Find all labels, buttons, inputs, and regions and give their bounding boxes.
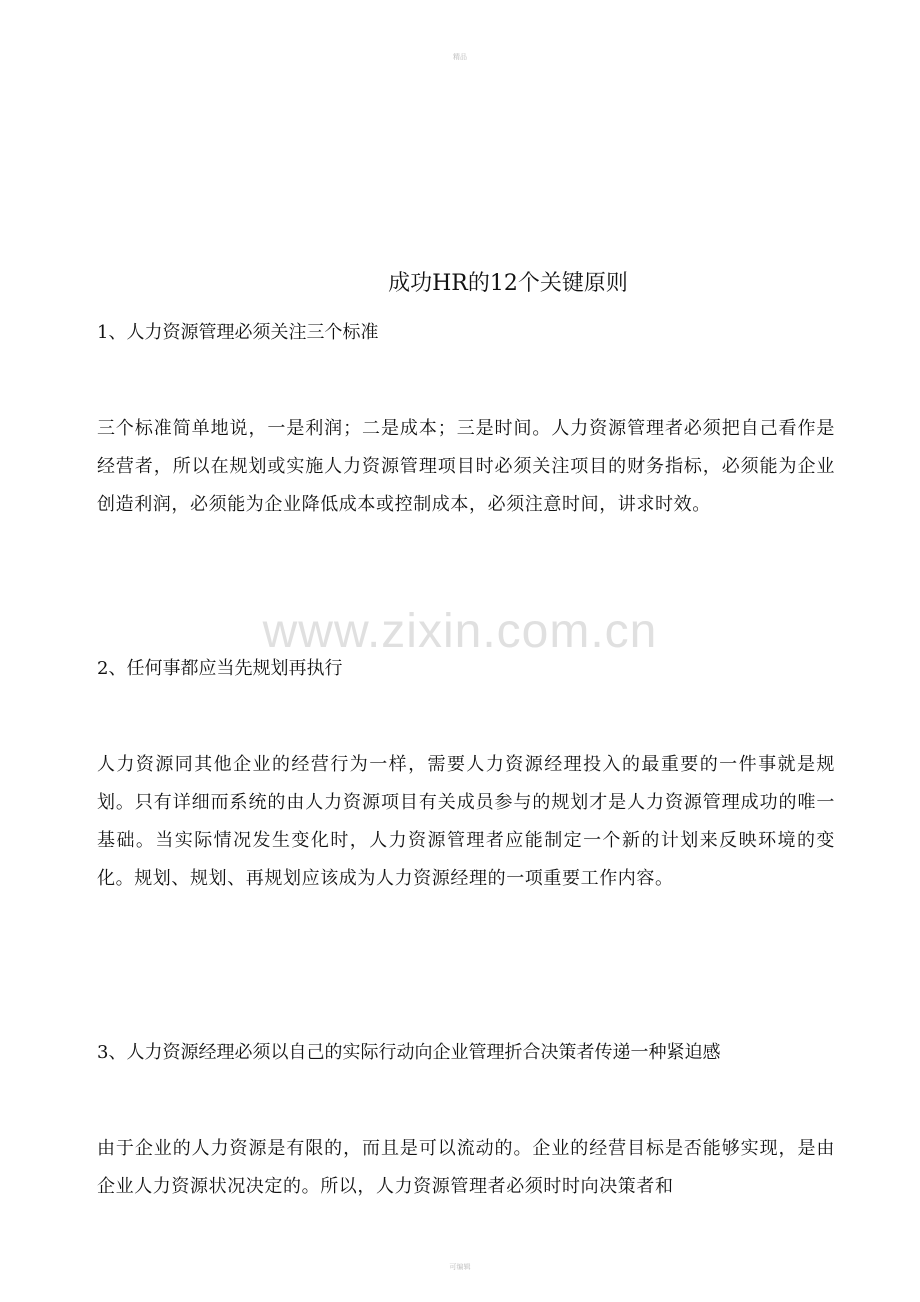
section-2-body: 人力资源同其他企业的经营行为一样，需要人力资源经理投入的最重要的一件事就是规划。只有详细而系统的由人力资源项目有关成员参与的规划才是人力资源管理成功的唯一基础。当实际情况发生变化时，人力资源管理者应能制定一个新的计划来反映环境的变化。规划、规划、再规划应该成为人力资源经理的一项重要工作内容。 — [97, 754, 835, 889]
section-2-heading: 2、任何事都应当先规划再执行 — [97, 658, 343, 679]
footer-mark: 可编辑 — [449, 1263, 471, 1271]
header-mark: 精品 — [453, 53, 467, 61]
page-title: 成功HR的12个关键原则 — [388, 271, 628, 296]
section-3-heading: 3、人力资源经理必须以自己的实际行动向企业管理折合决策者传递一种紧迫感 — [97, 1042, 721, 1063]
section-1-heading: 1、人力资源管理必须关注三个标准 — [97, 322, 379, 343]
watermark: www.zixin.com.cn — [262, 605, 658, 658]
section-3-body: 由于企业的人力资源是有限的，而且是可以流动的。企业的经营目标是否能够实现，是由企业人力资源状况决定的。所以，人力资源管理者必须时时向决策者和 — [97, 1138, 835, 1197]
section-1-body: 三个标准简单地说，一是利润；二是成本；三是时间。人力资源管理者必须把自己看作是经营者，所以在规划或实施人力资源管理项目时必须关注项目的财务指标，必须能为企业创造利润，必须能为企业降低成本或控制成本，必须注意时间，讲求时效。 — [97, 418, 835, 515]
